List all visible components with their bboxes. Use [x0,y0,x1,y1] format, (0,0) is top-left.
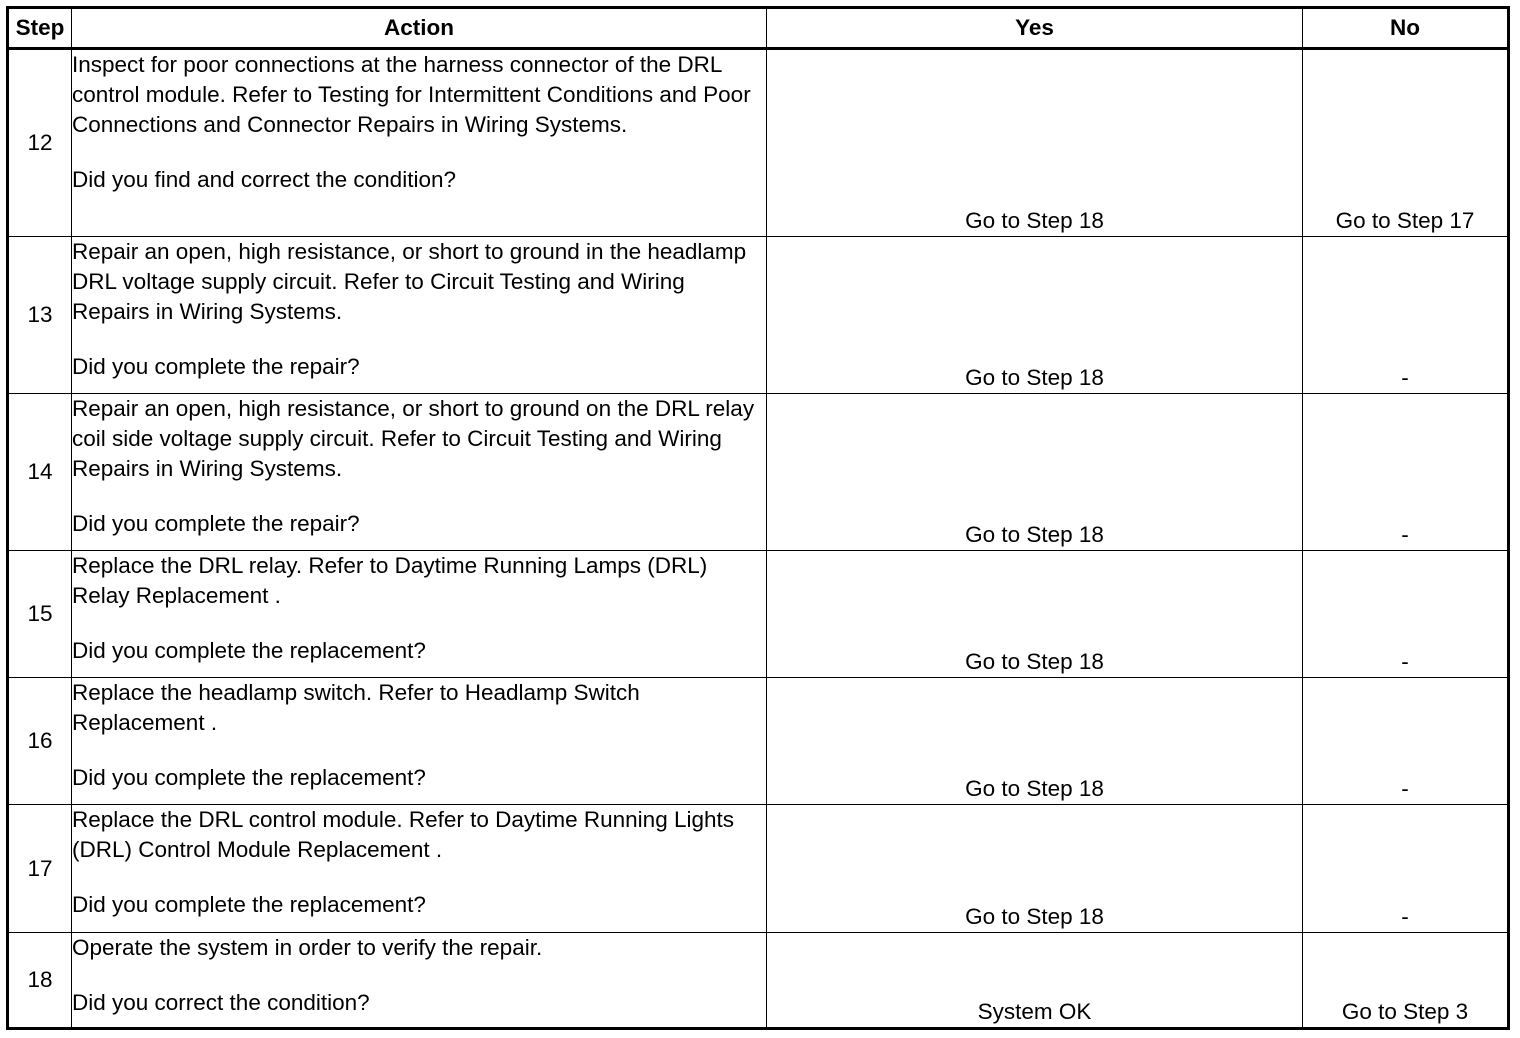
table-row [8,237,1509,394]
action-cell [72,237,767,394]
no-result: - [1303,551,1509,678]
action-question: Did you complete the replacement? [72,892,426,917]
step-number: 12 [8,49,72,237]
yes-result: System OK [767,933,1303,1029]
action-cell [72,678,767,805]
action-question: Did you correct the condition? [72,990,370,1015]
yes-result: Go to Step 18 [767,237,1303,394]
yes-result: Go to Step 18 [767,551,1303,678]
yes-result: Go to Step 18 [767,394,1303,551]
action-cell [72,933,767,1029]
table-row [8,551,1509,678]
no-result: Go to Step 17 [1303,49,1509,237]
table-row [8,805,1509,933]
no-result: - [1303,805,1509,933]
header-action: Action [72,8,767,49]
step-number: 13 [8,237,72,394]
action-instruction: Repair an open, high resistance, or short to ground in the headlamp DRL voltage supply circuit. Refer to Circuit Testing and Wiring Repairs in Wiring Systems. [72,239,747,324]
step-number: 14 [8,394,72,551]
no-result: - [1303,237,1509,394]
step-number: 16 [8,678,72,805]
header-yes: Yes [767,8,1303,49]
action-instruction: Inspect for poor connections at the harness connector of the DRL control module. Refer to Testing for Intermittent Conditions and Poor Connections and Connector Repairs in Wiring Systems. [72,52,751,137]
action-instruction: Repair an open, high resistance, or short to ground on the DRL relay coil side voltage supply circuit. Refer to Circuit Testing and Wiring Repairs in Wiring Systems. [72,396,755,481]
action-cell [72,551,767,678]
action-question: Did you complete the repair? [72,354,360,379]
table-row [8,49,1509,237]
action-instruction: Operate the system in order to verify the repair. [72,935,543,960]
action-question: Did you complete the replacement? [72,765,426,790]
action-cell [72,394,767,551]
action-instruction: Replace the headlamp switch. Refer to Headlamp Switch Replacement . [72,680,640,735]
header-no: No [1303,8,1509,49]
action-cell [72,805,767,933]
action-cell [72,49,767,237]
yes-result: Go to Step 18 [767,805,1303,933]
no-result: - [1303,394,1509,551]
no-result: - [1303,678,1509,805]
table-row [8,933,1509,1029]
header-row [8,8,1509,49]
step-number: 18 [8,933,72,1029]
action-question: Did you complete the repair? [72,511,360,536]
yes-result: Go to Step 18 [767,49,1303,237]
action-question: Did you complete the replacement? [72,638,426,663]
yes-result: Go to Step 18 [767,678,1303,805]
table-row [8,678,1509,805]
action-instruction: Replace the DRL relay. Refer to Daytime Running Lamps (DRL) Relay Replacement . [72,553,708,608]
header-step: Step [8,8,72,49]
action-question: Did you find and correct the condition? [72,167,456,192]
step-number: 15 [8,551,72,678]
no-result: Go to Step 3 [1303,933,1509,1029]
table-row [8,394,1509,551]
step-number: 17 [8,805,72,933]
diagnostic-table [6,6,1510,1030]
action-instruction: Replace the DRL control module. Refer to Daytime Running Lights (DRL) Control Module Replacement . [72,807,735,862]
